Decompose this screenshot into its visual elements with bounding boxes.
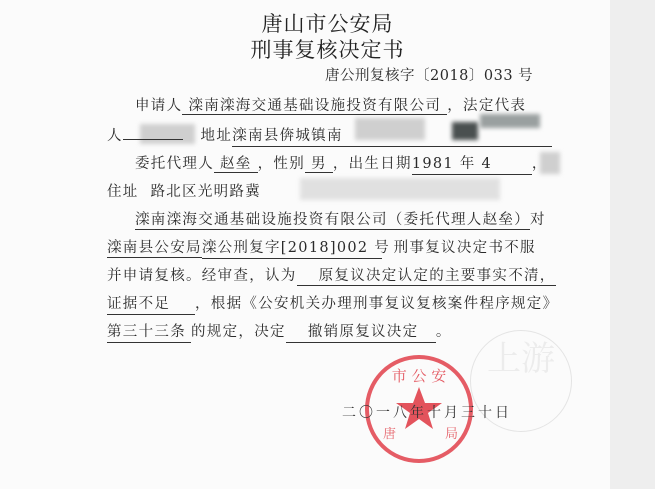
review-finding-cont: 证据不足 bbox=[107, 292, 195, 315]
decision-result: 撤销原复议决定 bbox=[286, 320, 436, 343]
body-line-1 bbox=[135, 94, 526, 115]
text-toward: 对 bbox=[530, 212, 546, 228]
body-line-2 bbox=[107, 124, 552, 147]
agent-birthdate: 1981 年 4 bbox=[412, 152, 532, 175]
label-gender: ，性别 bbox=[257, 156, 306, 172]
label-address: 地址 bbox=[200, 128, 233, 144]
label-legal-rep: ，法定代表 bbox=[447, 98, 527, 114]
label-birth: ，出生日期 bbox=[332, 156, 412, 172]
text-decision-dispute: 刑事复议决定书不服 bbox=[393, 240, 536, 256]
issue-date: 二〇一八年十月三十日 bbox=[342, 405, 512, 421]
original-decision-number: 滦公刑复字[2018]002 号 bbox=[202, 236, 382, 259]
svg-text:市 公 安: 市 公 安 bbox=[391, 367, 447, 385]
agent-name: 赵垒 bbox=[214, 156, 258, 173]
article-reference: 第三十三条 bbox=[107, 320, 191, 343]
agent-gender: 男 bbox=[305, 156, 333, 173]
watermark-text: 上游 bbox=[487, 339, 555, 379]
body-para-line-3 bbox=[107, 264, 556, 285]
body-line-4 bbox=[107, 180, 261, 201]
document-number: 唐公刑复核字〔2018〕033 号 bbox=[325, 68, 534, 84]
body-para-line-5 bbox=[107, 320, 452, 343]
applicant-with-agent: 滦南滦海交通基础设施投资有限公司（委托代理人赵垒） bbox=[135, 212, 530, 228]
label-person: 人 bbox=[107, 128, 123, 144]
body-para-line-4 bbox=[107, 292, 558, 315]
review-finding: 原复议决定认定的主要事实不清， bbox=[297, 268, 556, 286]
text-review: 并申请复核。经审查，认为 bbox=[107, 268, 297, 284]
original-authority: 滦南县公安局 bbox=[107, 240, 202, 256]
body-para-line-2 bbox=[107, 236, 536, 259]
body-line-3: 委托代理人 赵垒 ，性别 男 ，出生日期1981 年 4 ， bbox=[135, 152, 548, 175]
label-agent: 委托代理人 bbox=[135, 156, 214, 172]
text-decide: 的规定，决定 bbox=[191, 324, 286, 340]
agent-address: 路北区光明路冀 bbox=[150, 184, 262, 200]
text-period: 。 bbox=[435, 324, 452, 340]
title-line2: 刑事复核决定书 bbox=[250, 38, 405, 62]
label-residence: 住址 bbox=[107, 184, 139, 200]
page-edge bbox=[610, 0, 655, 489]
applicant-name: 滦南滦海交通基础设施投资有限公司 bbox=[182, 98, 447, 115]
title-line1: 唐山市公安局 bbox=[261, 12, 394, 36]
body-para-line-1 bbox=[135, 208, 546, 229]
applicant-address: 滦南县倴城镇南 bbox=[232, 124, 552, 147]
redaction-blur bbox=[300, 178, 500, 200]
svg-text:局: 局 bbox=[445, 427, 459, 442]
label-applicant: 申请人 bbox=[135, 98, 183, 114]
text-legal-basis: ，根据《公安机关办理刑事复议复核案件程序规定》 bbox=[195, 296, 559, 312]
svg-text:唐: 唐 bbox=[383, 427, 397, 442]
